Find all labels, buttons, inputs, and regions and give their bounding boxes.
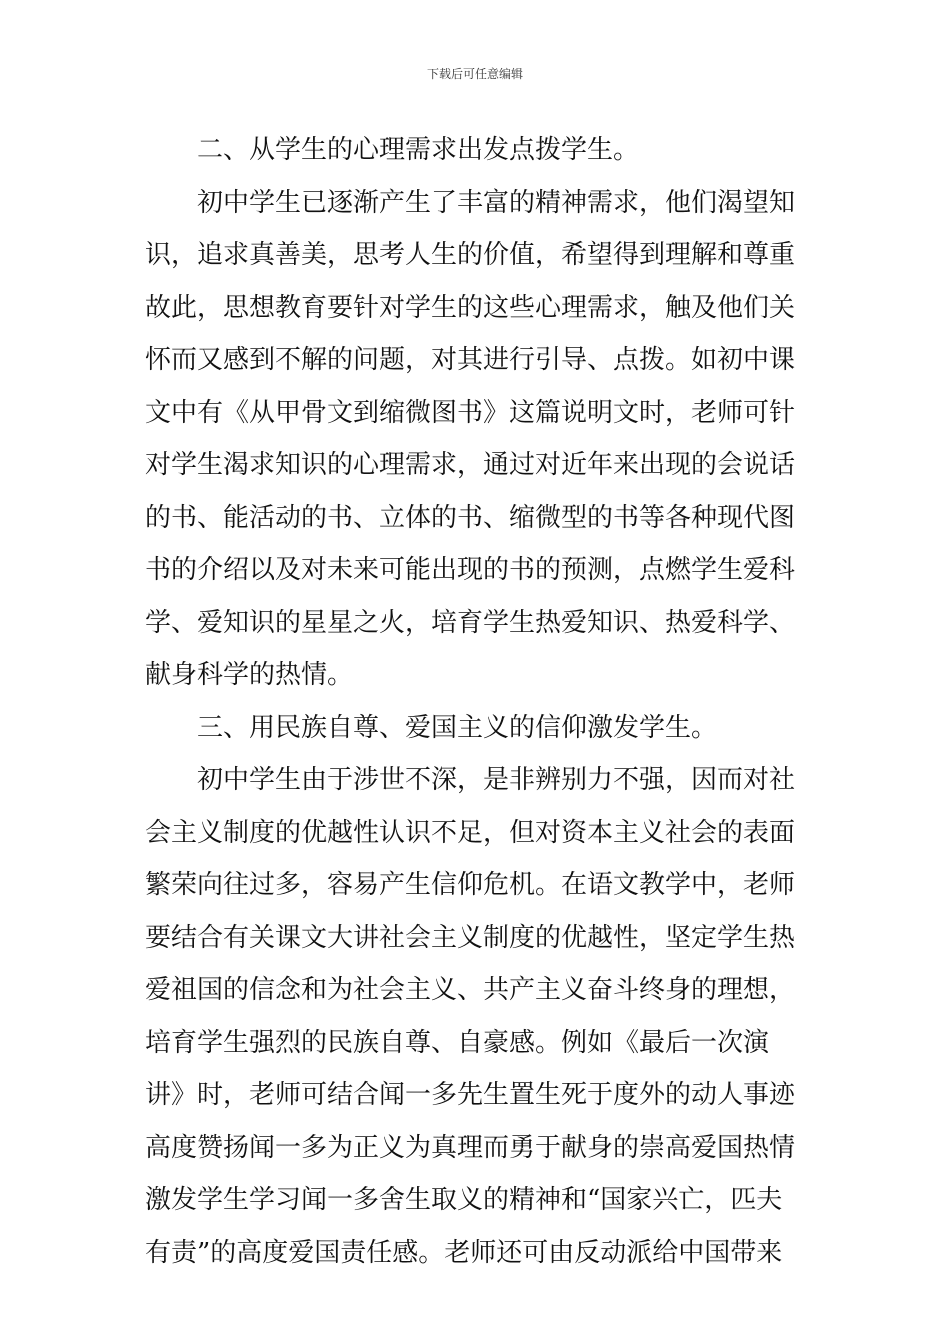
text-line: 要结合有关课文大讲社会主义制度的优越性，坚定学生热 bbox=[145, 922, 796, 953]
text-line: 有责”的高度爱国责任感。老师还可由反动派给中国带来 bbox=[145, 1237, 783, 1268]
text-line: 高度赞扬闻一多为正义为真理而勇于献身的崇高爱国热情 bbox=[145, 1132, 796, 1163]
text-line: 繁荣向往过多，容易产生信仰危机。在语文教学中，老师 bbox=[145, 870, 796, 900]
text-line: 爱祖国的信念和为社会主义、共产主义奋斗终身的理想， bbox=[145, 975, 796, 1005]
text-line: 怀而又感到不解的问题，对其进行引导、点拨。如初中课 bbox=[145, 345, 796, 375]
text-line: 讲》时，老师可结合闻一多先生置生死于度外的动人事迹 bbox=[145, 1080, 796, 1110]
text-line: 二、从学生的心理需求出发点拨学生。 bbox=[197, 135, 640, 165]
text-line: 培育学生强烈的民族自尊、自豪感。例如《最后一次演 bbox=[145, 1027, 770, 1058]
text-line: 书的介绍以及对未来可能出现的书的预测，点燃学生爱科 bbox=[145, 555, 796, 585]
text-line: 对学生渴求知识的心理需求，通过对近年来出现的会说话 bbox=[145, 450, 796, 480]
text-line: 会主义制度的优越性认识不足，但对资本主义社会的表面 bbox=[145, 817, 796, 848]
text-line: 三、用民族自尊、爱国主义的信仰激发学生。 bbox=[197, 712, 718, 743]
text-line: 识，追求真善美，思考人生的价值，希望得到理解和尊重 bbox=[145, 240, 796, 270]
text-line: 学、爱知识的星星之火，培育学生热爱知识、热爱科学、 bbox=[145, 607, 796, 638]
text-line: 文中有《从甲骨文到缩微图书》这篇说明文时，老师可针 bbox=[145, 397, 796, 428]
text-line: 献身科学的热情。 bbox=[145, 660, 354, 690]
page-header: 下载后可任意编辑 bbox=[426, 67, 523, 81]
document-body bbox=[145, 124, 809, 1279]
text-line: 初中学生已逐渐产生了丰富的精神需求，他们渴望知 bbox=[197, 187, 796, 218]
text-line: 激发学生学习闻一多舍生取义的精神和“国家兴亡，匹夫 bbox=[145, 1185, 783, 1215]
text-line: 的书、能活动的书、立体的书、缩微型的书等各种现代图 bbox=[145, 502, 796, 533]
text-line: 故此，思想教育要针对学生的这些心理需求，触及他们关 bbox=[145, 292, 796, 323]
text-line: 初中学生由于涉世不深，是非辨别力不强，因而对社 bbox=[197, 765, 796, 795]
